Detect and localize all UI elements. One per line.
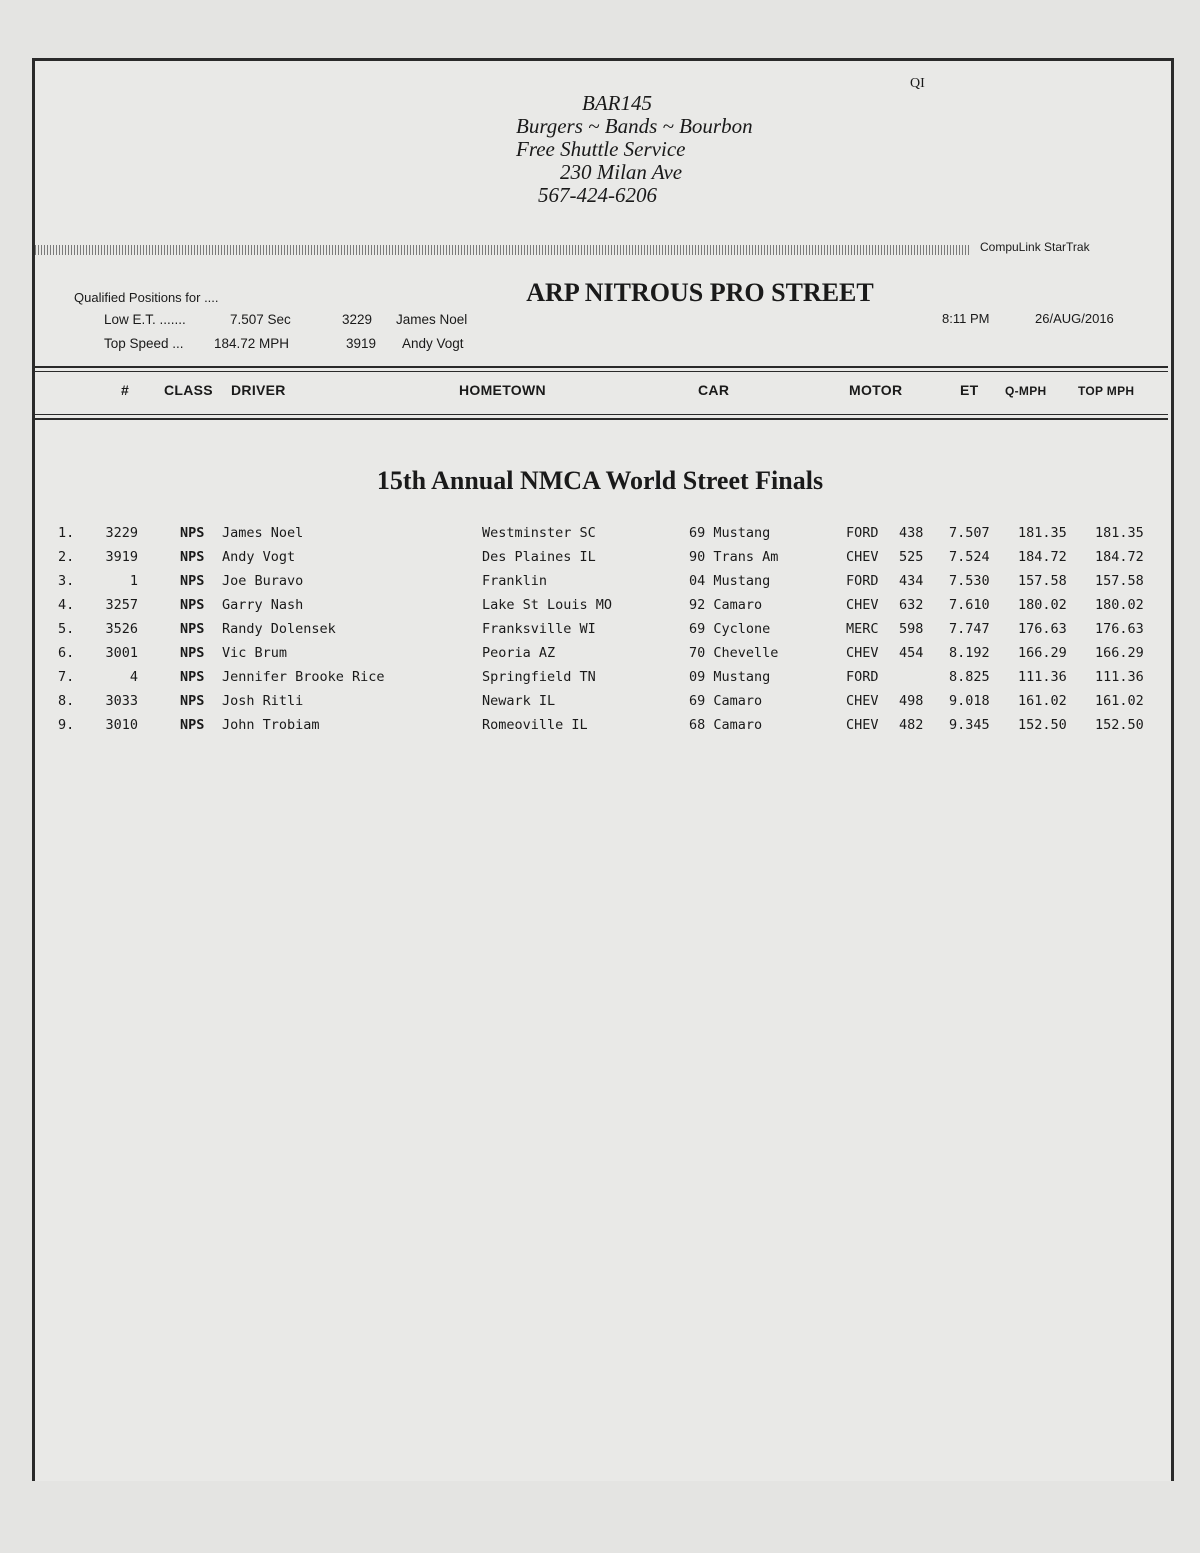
table-row — [0, 570, 1200, 594]
cell-car: 04 Mustang — [689, 573, 771, 589]
cell-motor-cid: 438 — [899, 525, 924, 541]
cell-top-mph: 111.36 — [1095, 669, 1144, 685]
cell-car-number: 3033 — [105, 693, 138, 709]
corner-mark: QI — [910, 76, 925, 91]
cell-position: 9. — [58, 717, 75, 733]
col-header-hometown: HOMETOWN — [459, 382, 546, 398]
cell-qmph: 180.02 — [1018, 597, 1067, 613]
cell-top-mph: 161.02 — [1095, 693, 1144, 709]
low-et-driver: James Noel — [396, 312, 468, 327]
col-header-car: CAR — [698, 382, 730, 398]
cell-car-number: 3001 — [105, 645, 138, 661]
cell-et: 9.018 — [949, 693, 990, 709]
col-header-num: # — [121, 382, 130, 398]
cell-motor-cid: 632 — [899, 597, 924, 613]
cell-hometown: Peoria AZ — [482, 645, 556, 661]
cell-motor-make: CHEV — [846, 717, 879, 733]
ad-line: BAR145 — [582, 91, 652, 115]
cell-qmph: 111.36 — [1018, 669, 1067, 685]
cell-position: 3. — [58, 573, 75, 589]
cell-driver: James Noel — [222, 525, 304, 541]
cell-class: NPS — [180, 525, 205, 541]
cell-car: 92 Camaro — [689, 597, 763, 613]
cell-qmph: 176.63 — [1018, 621, 1067, 637]
cell-motor-make: FORD — [846, 573, 879, 589]
brand-label: CompuLink StarTrak — [980, 240, 1090, 254]
cell-top-mph: 184.72 — [1095, 549, 1144, 565]
cell-motor-make: CHEV — [846, 645, 879, 661]
col-header-qmph: Q-MPH — [1005, 384, 1047, 398]
cell-motor-cid: 598 — [899, 621, 924, 637]
cell-class: NPS — [180, 621, 205, 637]
header-bottom-rule — [35, 418, 1168, 420]
cell-class: NPS — [180, 669, 205, 685]
cell-motor-make: FORD — [846, 525, 879, 541]
cell-hometown: Springfield TN — [482, 669, 596, 685]
cell-top-mph: 176.63 — [1095, 621, 1144, 637]
event-subtitle: 15th Annual NMCA World Street Finals — [376, 466, 824, 495]
col-header-driver: DRIVER — [231, 382, 286, 398]
cell-motor-make: CHEV — [846, 693, 879, 709]
cell-qmph: 181.35 — [1018, 525, 1067, 541]
cell-motor-cid: 482 — [899, 717, 924, 733]
top-speed-number: 3919 — [346, 336, 377, 351]
cell-motor-make: CHEV — [846, 549, 879, 565]
qualified-label: Qualified Positions for .... — [74, 290, 219, 305]
cell-position: 2. — [58, 549, 75, 565]
cell-top-mph: 166.29 — [1095, 645, 1144, 661]
col-header-motor: MOTOR — [849, 382, 903, 398]
cell-class: NPS — [180, 597, 205, 613]
event-title: ARP NITROUS PRO STREET — [526, 278, 874, 307]
dotted-divider — [35, 245, 970, 255]
table-row — [0, 594, 1200, 618]
cell-driver: John Trobiam — [222, 717, 320, 733]
cell-motor-make: CHEV — [846, 597, 879, 613]
cell-top-mph: 181.35 — [1095, 525, 1144, 541]
cell-car: 68 Camaro — [689, 717, 763, 733]
cell-car-number: 4 — [129, 669, 138, 685]
cell-car: 90 Trans Am — [689, 549, 779, 565]
cell-et: 8.192 — [949, 645, 990, 661]
header-bottom-rule-thin — [35, 414, 1168, 415]
table-row — [0, 666, 1200, 690]
results-table — [0, 522, 1200, 738]
cell-position: 1. — [58, 525, 75, 541]
cell-hometown: Romeoville IL — [482, 717, 588, 733]
cell-driver: Garry Nash — [222, 597, 304, 613]
cell-car: 69 Mustang — [689, 525, 771, 541]
cell-driver: Vic Brum — [222, 645, 288, 661]
cell-motor-cid: 434 — [899, 573, 924, 589]
cell-car: 70 Chevelle — [689, 645, 779, 661]
cell-et: 7.507 — [949, 525, 990, 541]
cell-qmph: 166.29 — [1018, 645, 1067, 661]
top-speed-value: 184.72 MPH — [214, 336, 290, 351]
table-row — [0, 714, 1200, 738]
ad-line: 567-424-6206 — [538, 183, 657, 207]
top-speed-label: Top Speed ... — [104, 336, 184, 351]
low-et-label: Low E.T. ....... — [104, 312, 186, 327]
results-sheet — [32, 58, 1174, 1481]
top-speed-driver: Andy Vogt — [402, 336, 464, 351]
cell-car: 69 Cyclone — [689, 621, 771, 637]
cell-position: 6. — [58, 645, 75, 661]
cell-et: 7.747 — [949, 621, 990, 637]
cell-qmph: 152.50 — [1018, 717, 1067, 733]
cell-motor-make: FORD — [846, 669, 879, 685]
cell-car-number: 3229 — [105, 525, 138, 541]
cell-car-number: 3919 — [105, 549, 138, 565]
cell-hometown: Lake St Louis MO — [482, 597, 613, 613]
ad-line: Burgers ~ Bands ~ Bourbon — [516, 114, 753, 138]
cell-qmph: 161.02 — [1018, 693, 1067, 709]
cell-hometown: Newark IL — [482, 693, 556, 709]
table-row — [0, 522, 1200, 546]
cell-hometown: Franksville WI — [482, 621, 596, 637]
cell-et: 8.825 — [949, 669, 990, 685]
cell-motor-cid: 498 — [899, 693, 924, 709]
cell-car: 09 Mustang — [689, 669, 771, 685]
table-row — [0, 618, 1200, 642]
col-header-class: CLASS — [164, 382, 213, 398]
cell-hometown: Franklin — [482, 573, 548, 589]
cell-position: 7. — [58, 669, 75, 685]
cell-car: 69 Camaro — [689, 693, 763, 709]
cell-driver: Josh Ritli — [222, 693, 304, 709]
low-et-value: 7.507 Sec — [230, 312, 291, 327]
cell-motor-cid: 454 — [899, 645, 924, 661]
cell-driver: Joe Buravo — [222, 573, 304, 589]
cell-et: 7.610 — [949, 597, 990, 613]
cell-et: 7.524 — [949, 549, 990, 565]
cell-hometown: Westminster SC — [482, 525, 596, 541]
cell-top-mph: 180.02 — [1095, 597, 1144, 613]
header-top-rule-thin — [35, 371, 1168, 372]
cell-position: 8. — [58, 693, 75, 709]
cell-car-number: 3526 — [105, 621, 138, 637]
cell-driver: Jennifer Brooke Rice — [222, 669, 385, 685]
cell-car-number: 3257 — [105, 597, 138, 613]
report-time: 8:11 PM — [942, 311, 990, 326]
cell-class: NPS — [180, 717, 205, 733]
cell-class: NPS — [180, 573, 205, 589]
cell-class: NPS — [180, 693, 205, 709]
advertisement — [500, 92, 800, 207]
low-et-number: 3229 — [342, 312, 373, 327]
cell-car-number: 1 — [129, 573, 138, 589]
cell-class: NPS — [180, 645, 205, 661]
cell-motor-cid: 525 — [899, 549, 924, 565]
cell-position: 4. — [58, 597, 75, 613]
table-row — [0, 546, 1200, 570]
table-row — [0, 690, 1200, 714]
cell-top-mph: 157.58 — [1095, 573, 1144, 589]
ad-line: 230 Milan Ave — [560, 160, 683, 184]
col-header-topmph: TOP MPH — [1078, 384, 1135, 398]
header-top-rule — [35, 366, 1168, 368]
cell-class: NPS — [180, 549, 205, 565]
cell-driver: Andy Vogt — [222, 549, 296, 565]
cell-driver: Randy Dolensek — [222, 621, 336, 637]
cell-qmph: 184.72 — [1018, 549, 1067, 565]
cell-qmph: 157.58 — [1018, 573, 1067, 589]
cell-et: 9.345 — [949, 717, 990, 733]
cell-position: 5. — [58, 621, 75, 637]
cell-hometown: Des Plaines IL — [482, 549, 596, 565]
cell-top-mph: 152.50 — [1095, 717, 1144, 733]
cell-motor-make: MERC — [846, 621, 879, 637]
table-row — [0, 642, 1200, 666]
report-date: 26/AUG/2016 — [1035, 311, 1114, 326]
cell-car-number: 3010 — [105, 717, 138, 733]
cell-et: 7.530 — [949, 573, 990, 589]
col-header-et: ET — [960, 382, 979, 398]
ad-line: Free Shuttle Service — [516, 137, 686, 161]
